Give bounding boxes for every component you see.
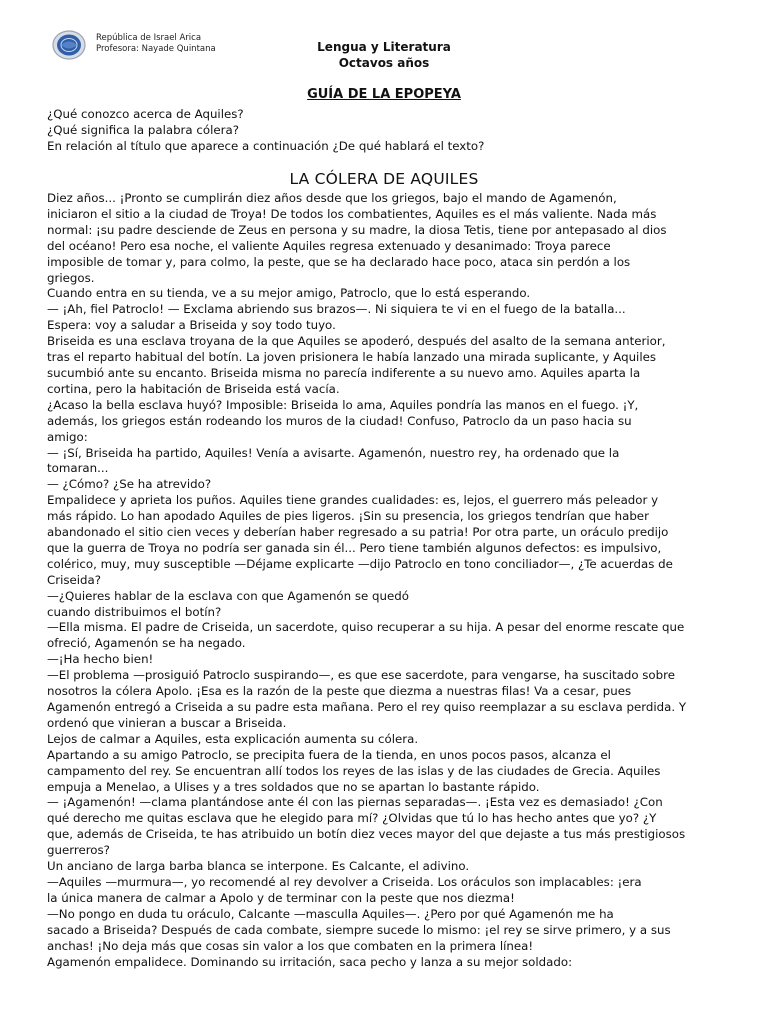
story-line: Agamenón entregó a Criseida a su padre esta mañana. Pero el rey quiso reemplazar a su esclava perdida. Y (47, 700, 687, 714)
story-line: la única manera de calmar a Apolo y de terminar con la peste que nos diezma! (47, 890, 515, 905)
story-line: guerreros? (47, 843, 110, 858)
story-line: colérico, muy, muy susceptible —Déjame explicarte —dijo Patroclo en tono conciliador—, ¿Te acuerdas de (47, 556, 673, 571)
story-line: sacado a Briseida? Después de cada combate, siempre sucede lo mismo: ¡el rey se sirve primero, y a sus (47, 922, 671, 937)
story-line: sucumbió ante su encanto. Briseida misma no parecía indiferente a su nuevo amo. Aquiles aparta la (47, 365, 641, 380)
story-line: ordenó que vinieran a buscar a Briseida. (47, 715, 287, 730)
story-line: Diez años... ¡Pronto se cumplirán diez años desde que los griegos, bajo el mando de Agamenón, (47, 191, 617, 205)
story-line: empuja a Menelao, a Ulises y a tres soldados que no se apartan lo bastante rápido. (47, 779, 540, 794)
story-line: Lejos de calmar a Aquiles, esta explicación aumenta su cólera. (47, 731, 419, 746)
story-line: —¿Quieres hablar de la esclava con que Agamenón se quedó (47, 588, 409, 603)
story-line: — ¿Cómo? ¿Se ha atrevido? (47, 477, 212, 492)
school-name: República de Israel Arica (96, 33, 202, 43)
story-line: —El problema —prosiguió Patroclo suspirando—, es que ese sacerdote, para vengarse, ha suscitado sobre (47, 668, 675, 683)
story-line: que la guerra de Troya no podría ser ganada sin él... Pero tiene también algunos defectos: es impulsivo, (47, 540, 662, 555)
story-line: — ¡Agamenón! —clama plantándose ante él con las piernas separadas—. ¡Esta vez es demasiado! ¿Con (47, 795, 663, 810)
story-line: Criseida? (47, 572, 102, 587)
story-line: griegos. (47, 270, 95, 285)
story-title: LA CÓLERA DE AQUILES (289, 170, 479, 188)
story-line: tomaran... (47, 461, 109, 476)
story-line: Espera: voy a saludar a Briseida y soy todo tuyo. (47, 318, 336, 333)
subject-heading (0, 40, 768, 71)
story-line: cortina, pero la habitación de Briseida está vacía. (47, 381, 340, 396)
story-line: Briseida es una esclava troyana de la que Aquiles se apoderó, después del asalto de la semana anterior, (47, 334, 666, 349)
story-line: —Ella misma. El padre de Criseida, un sacerdote, quiso recuperar a su hija. A pesar del enorme rescate que (47, 620, 685, 635)
subject-title: Lengua y Literatura (317, 40, 451, 54)
story-line: ofreció, Agamenón se ha negado. (47, 636, 246, 651)
story-line: Agamenón empalidece. Dominando su irritación, saca pecho y lanza a su mejor soldado: (47, 954, 573, 969)
teacher-name: Profesora: Nayade Quintana (96, 44, 216, 54)
story-line: Apartando a su amigo Patroclo, se precipita fuera de la tienda, en unos pocos pasos, alcanza el (47, 747, 611, 762)
story-line: Cuando entra en su tienda, ve a su mejor amigo, Patroclo, que lo está esperando. (47, 286, 531, 301)
story-line: imposible de tomar y, para colmo, la peste, que se ha declarado hace poco, ataca sin perdón a los (47, 254, 631, 269)
story-line: anchas! ¡No deja más que cosas sin valor a los que combaten en la primera línea! (47, 938, 534, 953)
story-line: abandonado el sitio cien veces y deberían haber regresado a su patria! Por otra parte, un oráculo predijo (47, 525, 669, 540)
story-line: — ¡Sí, Briseida ha partido, Aquiles! Venía a avisarte. Agamenón, nuestro rey, ha ordenado que la (47, 445, 620, 460)
question-item: ¿Qué conozco acerca de Aquiles? (47, 107, 244, 121)
story-line: Un anciano de larga barba blanca se interpone. Es Calcante, el adivino. (47, 859, 470, 874)
question-item: ¿Qué significa la palabra cólera? (47, 123, 239, 138)
grade-title: Octavos años (338, 55, 430, 70)
story-line: normal: ¡su padre desciende de Zeus en persona y su madre, la diosa Tetis, tiene por antepasado al dios (47, 222, 667, 237)
story-body (47, 191, 723, 970)
story-line: que, además de Criseida, te has atribuido un botín diez veces mayor del que dejaste a tus más prestigiosos (47, 827, 686, 842)
story-line: — ¡Ah, fiel Patroclo! — Exclama abriendo sus brazos—. Ni siquiera te vi en el fuego de la batalla... (47, 302, 626, 317)
story-line: ¿Acaso la bella esclava huyó? Imposible: Briseida lo ama, Aquiles pondría las manos en el fuego. ¡Y, (47, 397, 639, 412)
story-line: qué derecho me quitas esclava que he elegido para mí? ¿Olvidas que tú lo has hecho antes que yo? ¿Y (47, 811, 657, 826)
story-line: nosotros la cólera Apolo. ¡Esa es la razón de la peste que diezma a nuestras filas! Va a cesar, pues (47, 684, 632, 699)
story-line: amigo: (47, 429, 88, 444)
story-line: además, los griegos están rodeando los muros de la ciudad! Confuso, Patroclo da un paso hacia su (47, 413, 632, 428)
question-item: En relación al título que aparece a continuación ¿De qué hablará el texto? (47, 139, 485, 154)
questions-list (47, 106, 484, 155)
story-line: —¡Ha hecho bien! (47, 652, 154, 667)
story-line: campamento del rey. Se encuentran allí todos los reyes de las islas y de las ciudades de Grecia. Aquiles (47, 763, 661, 778)
story-line: más rápido. Lo han apodado Aquiles de pies ligeros. ¡Sin su presencia, los griegos tendrían que haber (47, 509, 649, 524)
story-line: tras el reparto habitual del botín. La joven prisionera le había lanzado una mirada suplicante, y Aquiles (47, 350, 657, 365)
guide-title: GUÍA DE LA EPOPEYA (307, 87, 461, 102)
story-line: Empalidece y aprieta los puños. Aquiles tiene grandes cualidades: es, lejos, el guerrero más peleador y (47, 493, 659, 508)
story-line: iniciaron el sitio a la ciudad de Troya! De todos los combatientes, Aquiles es el más valiente. Nada más (47, 206, 657, 221)
story-line: del océano! Pero esa noche, el valiente Aquiles regresa extenuado y desanimado: Troya parece (47, 238, 611, 253)
story-line: —No pongo en duda tu oráculo, Calcante —masculla Aquiles—. ¿Pero por qué Agamenón me ha (47, 906, 614, 921)
story-line: cuando distribuimos el botín? (47, 604, 222, 619)
story-line: —Aquiles —murmura—, yo recomendé al rey devolver a Criseida. Los oráculos son implacables: ¡era (47, 874, 642, 889)
